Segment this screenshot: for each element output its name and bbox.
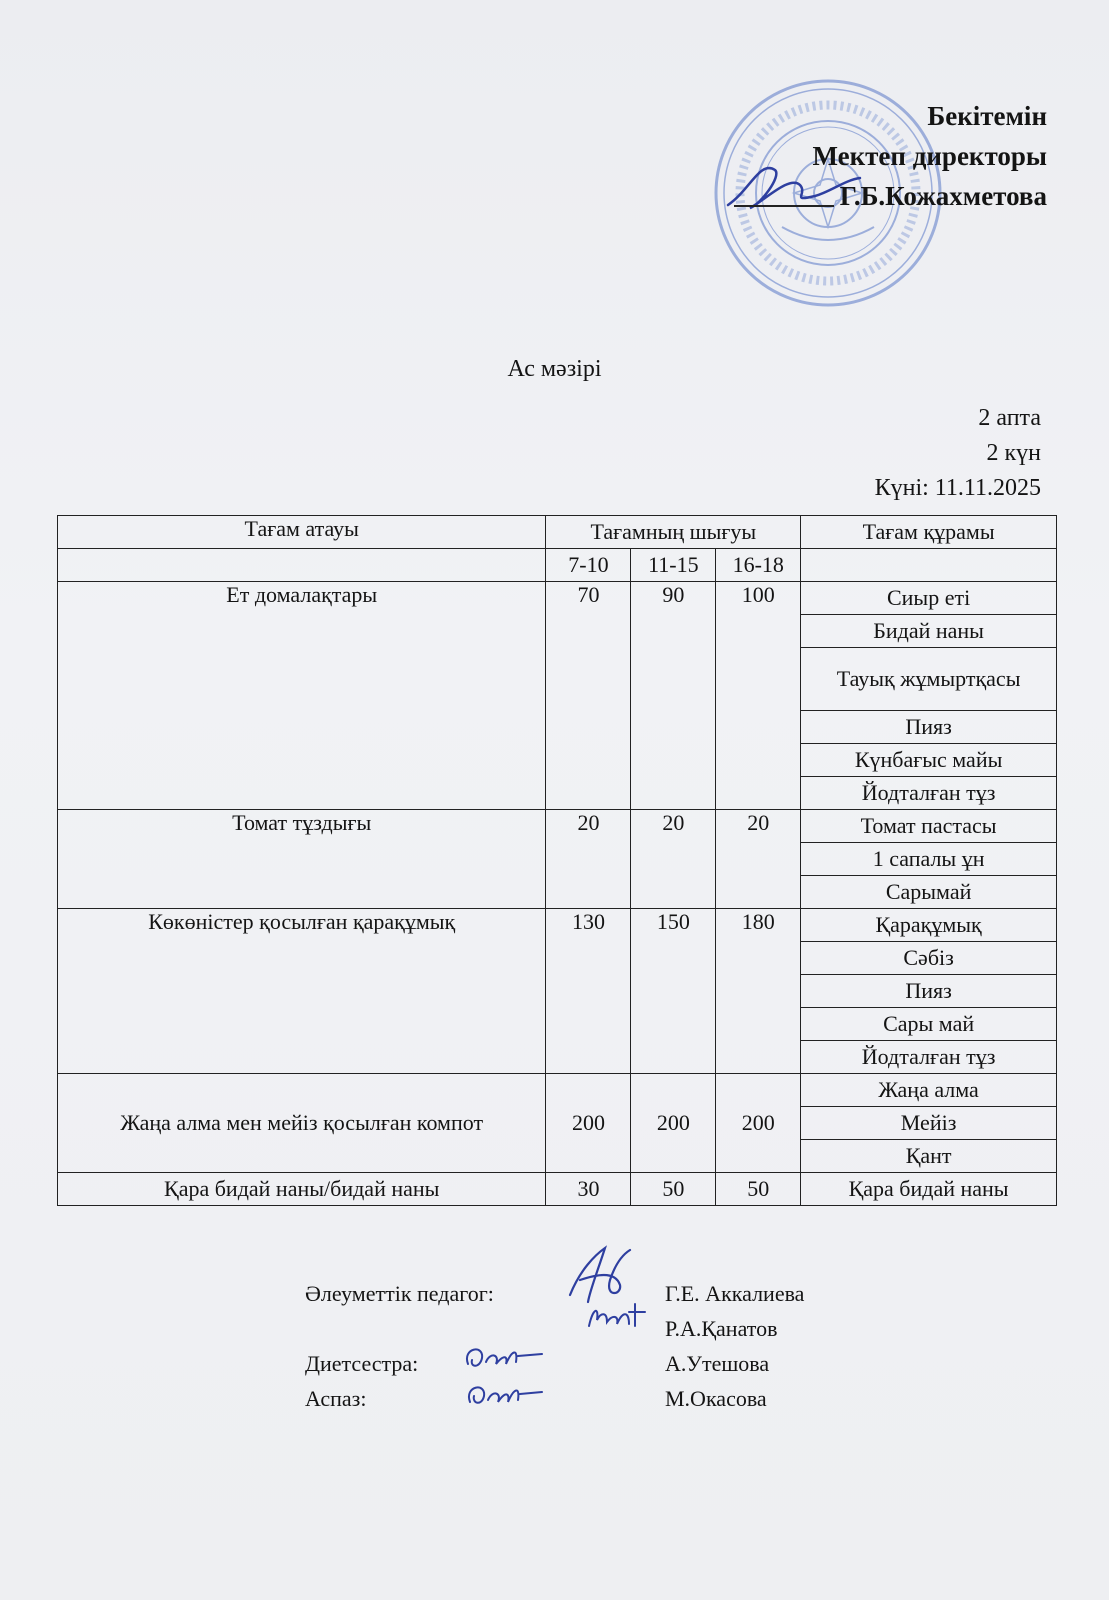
portion-value-cell: 150 [631,909,716,1074]
ingredient-cell: Қара бидай наны [801,1173,1057,1206]
portion-value-cell: 70 [546,582,631,810]
ingredient-cell: Сары май [801,1008,1057,1041]
table-row [58,909,1057,942]
approval-block [717,96,1047,216]
cook-signature-icon [462,1376,547,1410]
portion-value-cell: 180 [716,909,801,1074]
cook-label: Аспаз: [305,1386,367,1411]
portion-value-cell: 200 [631,1074,716,1173]
portion-value-cell: 130 [546,909,631,1074]
header-yield: Тағамның шығуы [546,516,801,549]
age-7-10: 7-10 [546,549,631,582]
age-16-18: 16-18 [716,549,801,582]
ingredient-cell: 1 сапалы ұн [801,843,1057,876]
portion-value-cell: 200 [546,1074,631,1173]
ingredient-cell: Жаңа алма [801,1074,1057,1107]
ingredient-cell: Пияз [801,711,1057,744]
dish-name-cell: Қара бидай наны/бидай наны [58,1173,546,1206]
social-name: Г.Е. Аккалиева [665,1281,805,1306]
ingredient-cell: Қарақұмық [801,909,1057,942]
table-row [58,1074,1057,1107]
date-label: Күні: 11.11.2025 [874,475,1041,501]
portion-value-cell: 200 [716,1074,801,1173]
dish-name-cell: Көкөністер қосылған қарақұмық [58,909,546,1074]
table-row [58,1173,1057,1206]
approval-line2: Мектеп директоры [812,141,1047,171]
dish-name-cell: Томат тұздығы [58,810,546,909]
portion-value-cell: 50 [716,1173,801,1206]
portion-value-cell: 20 [546,810,631,909]
ingredient-cell: Сәбіз [801,942,1057,975]
second-signature-icon [585,1298,655,1334]
header-composition: Тағам құрамы [801,516,1057,549]
diet-label: Диетсестра: [305,1351,419,1376]
dish-name-cell: Ет домалақтары [58,582,546,810]
portion-value-cell: 20 [631,810,716,909]
portion-value-cell: 90 [631,582,716,810]
cook-name: М.Окасова [665,1386,767,1411]
table-row [58,810,1057,843]
ingredient-cell: Тауық жұмыртқасы [801,648,1057,711]
ingredient-cell: Мейіз [801,1107,1057,1140]
portion-value-cell: 100 [716,582,801,810]
ingredient-cell: Қант [801,1140,1057,1173]
day-label: 2 күн [986,440,1041,466]
diet-signature-icon [462,1340,547,1374]
dish-name-cell: Жаңа алма мен мейіз қосылған компот [58,1074,546,1173]
portion-value-cell: 20 [716,810,801,909]
header-name: Тағам атауы [58,516,546,549]
page-title: Ас мәзірі [507,356,602,382]
second-name: Р.А.Қанатов [665,1316,778,1341]
table-row [58,582,1057,615]
ingredient-cell: Күнбағыс майы [801,744,1057,777]
week-label: 2 апта [978,405,1041,431]
age-empty-cell [58,549,546,582]
ingredient-cell: Сиыр еті [801,582,1057,615]
meta-block [875,401,1041,506]
signature-row [305,1381,865,1416]
signature-line [734,205,834,207]
signature-row [305,1346,865,1381]
ingredient-cell: Йодталған тұз [801,1041,1057,1074]
approval-line1: Бекітемін [927,101,1047,131]
ingredient-cell: Сарымай [801,876,1057,909]
ingredient-cell: Йодталған тұз [801,777,1057,810]
table-header-row [58,516,1057,549]
ingredient-cell: Томат пастасы [801,810,1057,843]
ingredient-cell: Бидай наны [801,615,1057,648]
age-11-15: 11-15 [631,549,716,582]
menu-table [57,515,1057,1206]
portion-value-cell: 50 [631,1173,716,1206]
portion-value-cell: 30 [546,1173,631,1206]
ingredient-cell: Пияз [801,975,1057,1008]
table-age-row [58,549,1057,582]
social-label: Әлеуметтік педагог: [305,1281,494,1306]
diet-name: А.Утешова [665,1351,770,1376]
age-empty-cell [801,549,1057,582]
approval-line3: Г.Б.Кожахметова [839,181,1047,211]
